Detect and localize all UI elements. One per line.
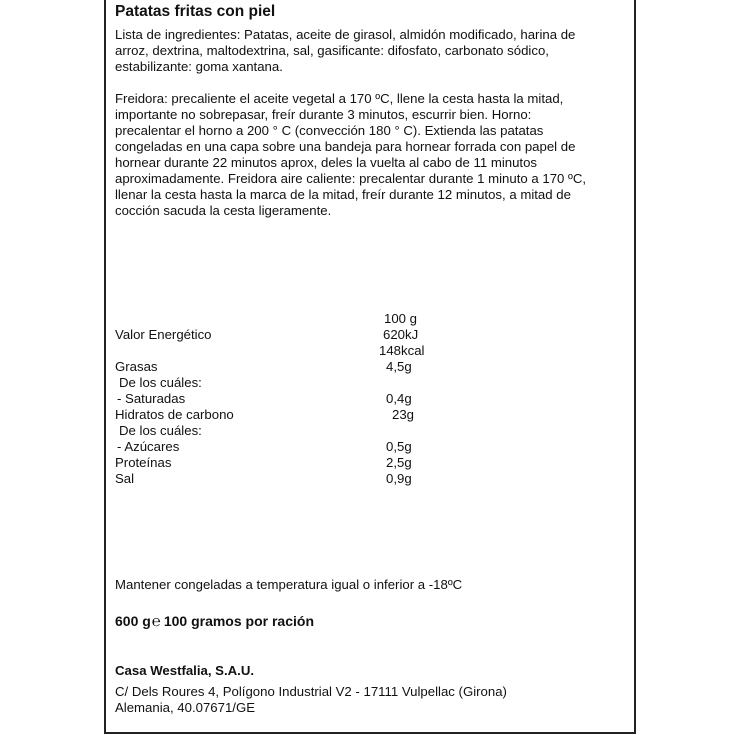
preparation-line: congeladas en una capa sobre una bandeja para hornear forrada con papel de (115, 139, 576, 154)
protein-value: 2,5g (386, 455, 412, 470)
preparation-line: aproximadamente. Freidora aire caliente: precalentar durante 1 minuto a 170 ºC, (115, 171, 587, 186)
energy-label: Valor Energético (115, 327, 212, 342)
company-registry: Alemania, 40.07671/GE (115, 700, 256, 715)
preparation-instructions (115, 91, 620, 219)
sugars-value: 0,5g (386, 439, 412, 454)
net-weight: 600 g (115, 613, 151, 629)
carbs-value: 23g (392, 407, 415, 422)
fat-value: 4,5g (386, 359, 412, 374)
company-name: Casa Westfalia, S.A.U. (115, 663, 255, 678)
product-title: Patatas fritas con piel (115, 3, 276, 20)
sugars-label: - Azúcares (117, 439, 180, 454)
estimated-e-icon: ℮ (151, 613, 161, 630)
quantity-line (115, 613, 314, 630)
saturates-value: 0,4g (386, 391, 412, 406)
of-which-label: De los cuáles: (119, 375, 202, 390)
of-which-label: De los cuáles: (119, 423, 202, 438)
nutrition-per-header: 100 g (384, 311, 418, 326)
ingredients-line: arroz, dextrina, maltodextrina, sal, gasificante: difosfato, carbonato sódico, (115, 43, 549, 58)
saturates-label: - Saturadas (117, 391, 186, 406)
preparation-line: Freidora: precaliente el aceite vegetal a 170 ºC, llene la cesta hasta la mitad, (115, 91, 564, 106)
ingredients-line: estabilizante: goma xantana. (115, 59, 283, 74)
company-address: C/ Dels Roures 4, Polígono Industrial V2 - 17111 Vulpellac (Girona) (115, 684, 507, 699)
ingredients-list (115, 27, 620, 75)
ingredients-line: Lista de ingredientes: Patatas, aceite de girasol, almidón modificado, harina de (115, 27, 576, 42)
fat-label: Grasas (115, 359, 158, 374)
energy-kj-value: 620kJ (383, 327, 419, 342)
preparation-line: llenar la cesta hasta la marca de la mitad, freír durante 12 minutos, a mitad de (115, 187, 571, 202)
preparation-line: cocción sacuda la cesta ligeramente. (115, 203, 332, 218)
protein-label: Proteínas (115, 455, 172, 470)
preparation-line: importante no sobrepasar, freír durante 3 minutos, escurrir bien. Horno: (115, 107, 532, 122)
preparation-line: hornear durante 22 minutos aprox, deles la vuelta al cabo de 11 minutos (115, 155, 538, 170)
salt-label: Sal (115, 471, 135, 486)
serving-size: 100 gramos por ración (163, 613, 314, 629)
carbs-label: Hidratos de carbono (115, 407, 234, 422)
energy-kcal-value: 148kcal (379, 343, 425, 358)
storage-instructions: Mantener congeladas a temperatura igual o inferior a -18ºC (115, 577, 463, 592)
preparation-line: precalentar el horno a 200 ° C (convección 180 ° C). Extienda las patatas (115, 123, 544, 138)
salt-value: 0,9g (386, 471, 412, 486)
